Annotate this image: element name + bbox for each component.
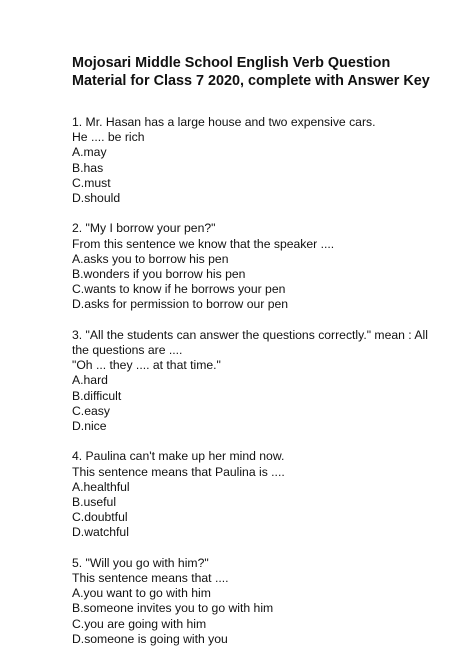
question-4-option-c: C.doubtful <box>72 510 128 525</box>
question-3-stem-line-1: 3. "All the students can answer the questions correctly." mean : All <box>72 327 428 342</box>
question-4-option-a: A.healthful <box>72 479 130 494</box>
question-1-stem-line-2: He .... be rich <box>72 130 145 145</box>
question-2-option-a: A.asks you to borrow his pen <box>72 251 229 266</box>
title-line-1: Mojosari Middle School English Verb Question <box>72 55 391 71</box>
question-1-option-c: C.must <box>72 175 111 190</box>
question-2-option-d: D.asks for permission to borrow our pen <box>72 297 289 312</box>
question-5-option-c: C.you are going with him <box>72 616 207 631</box>
question-2-option-b: B.wonders if you borrow his pen <box>72 267 246 282</box>
question-3 <box>72 328 442 434</box>
question-1-option-b: B.has <box>72 160 104 175</box>
question-5-stem-line-2: This sentence means that .... <box>72 571 229 586</box>
title-line-2: Material for Class 7 2020, complete with Answer Key <box>72 73 430 89</box>
question-5-option-d: D.someone is going with you <box>72 631 228 646</box>
question-list <box>72 115 442 662</box>
question-5-option-b: B.someone invites you to go with him <box>72 601 274 616</box>
question-4-option-b: B.useful <box>72 495 117 510</box>
question-1-stem-line-1: 1. Mr. Hasan has a large house and two expensive cars. <box>72 115 376 129</box>
question-2-stem-line-1: 2. "My I borrow your pen?" <box>72 221 216 236</box>
question-1 <box>72 115 442 206</box>
question-4 <box>72 449 442 540</box>
question-3-option-c: C.easy <box>72 403 110 418</box>
question-2 <box>72 221 442 312</box>
document-title <box>72 54 452 90</box>
question-3-option-d: D.nice <box>72 419 107 434</box>
question-2-option-c: C.wants to know if he borrows your pen <box>72 282 286 297</box>
question-4-option-d: D.watchful <box>72 525 129 540</box>
question-3-stem-line-2: the questions are .... <box>72 343 183 358</box>
question-1-option-a: A.may <box>72 145 107 160</box>
question-5 <box>72 556 442 647</box>
question-3-option-b: B.difficult <box>72 388 122 403</box>
question-2-stem-line-2: From this sentence we know that the speaker .... <box>72 236 335 251</box>
question-3-stem-line-3: "Oh ... they .... at that time." <box>72 358 221 373</box>
question-4-stem-line-1: 4. Paulina can't make up her mind now. <box>72 449 285 464</box>
question-1-option-d: D.should <box>72 191 121 206</box>
question-3-option-a: A.hard <box>72 373 108 388</box>
question-5-stem-line-1: 5. "Will you go with him?" <box>72 555 209 570</box>
question-4-stem-line-2: This sentence means that Paulina is .... <box>72 464 285 479</box>
question-5-option-a: A.you want to go with him <box>72 586 211 601</box>
